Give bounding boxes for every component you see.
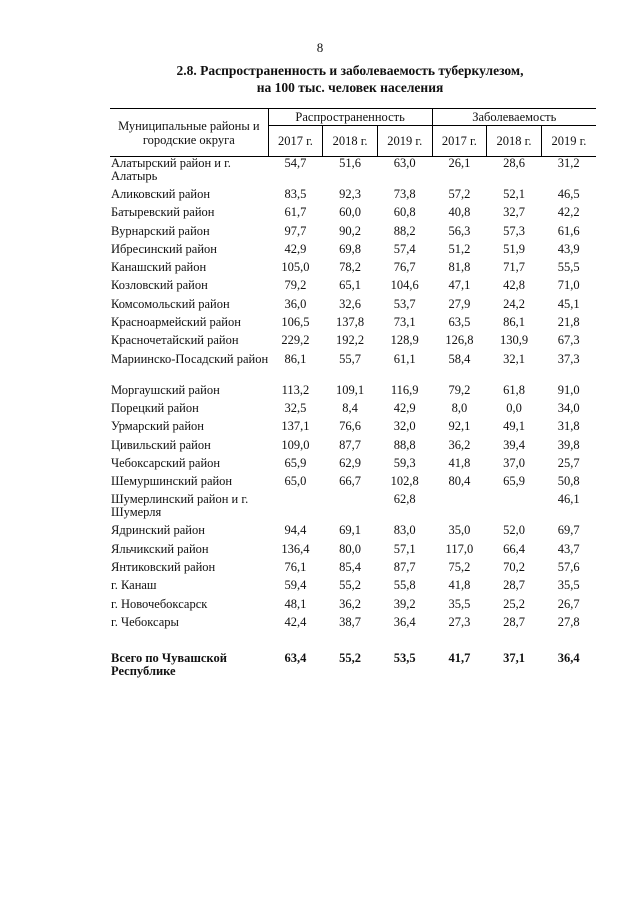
row-value: 25,7 — [557, 455, 580, 470]
row-value: 76,6 — [339, 419, 362, 434]
row-value: 71,0 — [557, 278, 580, 293]
row-name: Яльчикский район — [111, 541, 209, 556]
row-value — [268, 493, 323, 524]
table-row — [110, 579, 596, 597]
row-value: 45,1 — [557, 296, 580, 311]
table-body — [110, 157, 596, 687]
row-value: 80,4 — [448, 474, 471, 489]
table-row — [110, 475, 596, 493]
table-row — [110, 243, 596, 261]
row-value: 59,3 — [393, 455, 416, 470]
row-value: 97,7 — [284, 223, 307, 238]
header-year: 2018 г. — [323, 126, 378, 157]
row-name: Чебоксарский район — [111, 455, 221, 470]
row-name: Батыревский район — [111, 205, 215, 220]
row-value: 60,8 — [393, 205, 416, 220]
row-value: 38,7 — [339, 614, 362, 629]
header-incidence: Заболеваемость — [432, 109, 596, 126]
row-value: 136,4 — [281, 541, 310, 556]
row-value — [323, 493, 378, 524]
row-value: 35,5 — [557, 578, 580, 593]
row-value: 27,3 — [448, 614, 471, 629]
row-value: 62,8 — [393, 492, 416, 507]
total-value: 53,5 — [393, 651, 416, 666]
row-value: 59,4 — [284, 578, 307, 593]
row-name: Аликовский район — [111, 187, 211, 201]
row-value: 54,7 — [284, 156, 307, 170]
row-name: Красноармейский район — [111, 315, 241, 330]
row-value: 55,8 — [393, 578, 416, 593]
table-row — [110, 493, 596, 524]
table-row — [110, 420, 596, 438]
row-value: 55,2 — [339, 578, 362, 593]
row-value: 102,8 — [390, 474, 419, 489]
row-value: 87,7 — [339, 437, 362, 452]
row-value: 26,1 — [448, 156, 471, 170]
row-value: 52,1 — [503, 187, 525, 201]
row-value: 57,6 — [557, 560, 580, 575]
table-row — [110, 616, 596, 634]
title-line-2: на 100 тыс. человек населения — [256, 80, 444, 95]
row-name: Шумерлинский район и г. Шумерля — [111, 492, 249, 520]
row-name: Урмарский район — [111, 419, 204, 434]
row-value: 88,8 — [393, 437, 416, 452]
row-value: 76,7 — [393, 260, 416, 275]
table-row — [110, 353, 596, 384]
header-year: 2019 г. — [541, 126, 596, 157]
row-value: 32,5 — [284, 400, 307, 415]
row-value: 61,1 — [393, 351, 416, 366]
row-value: 94,4 — [284, 523, 307, 538]
table-row — [110, 316, 596, 334]
header-year: 2017 г. — [268, 126, 323, 157]
row-value: 53,7 — [393, 296, 416, 311]
row-value: 113,2 — [281, 382, 310, 397]
header-year: 2018 г. — [487, 126, 542, 157]
spacer-row — [110, 634, 596, 652]
row-value: 26,7 — [557, 596, 580, 611]
total-value: 55,2 — [339, 651, 362, 666]
row-value: 106,5 — [281, 315, 310, 330]
table-row — [110, 561, 596, 579]
row-name: Цивильский район — [111, 437, 211, 452]
table-row — [110, 188, 596, 206]
row-value: 109,1 — [336, 382, 365, 397]
total-value: 41,7 — [448, 651, 471, 666]
row-value: 42,4 — [284, 614, 307, 629]
row-value: 42,9 — [284, 241, 307, 256]
row-value: 57,3 — [503, 223, 525, 238]
table-row — [110, 206, 596, 224]
row-name: Красночетайский район — [111, 333, 239, 348]
row-value: 39,4 — [503, 437, 525, 452]
row-name: Козловский район — [111, 278, 208, 293]
table-title — [100, 62, 600, 96]
row-value: 61,6 — [557, 223, 580, 238]
row-value: 55,7 — [339, 351, 362, 366]
row-name: г. Чебоксары — [111, 614, 179, 629]
row-value: 63,0 — [393, 156, 416, 170]
row-value: 56,3 — [448, 223, 471, 238]
row-value: 116,9 — [390, 382, 419, 397]
row-value: 39,2 — [393, 596, 416, 611]
row-value: 21,8 — [557, 315, 580, 330]
row-value: 130,9 — [499, 333, 529, 348]
row-value: 40,8 — [448, 205, 471, 220]
row-value: 27,8 — [557, 614, 580, 629]
row-value: 57,4 — [393, 241, 416, 256]
row-value: 51,9 — [503, 241, 525, 256]
row-value: 28,7 — [503, 614, 525, 629]
row-value: 36,2 — [448, 437, 471, 452]
row-value: 76,1 — [284, 560, 307, 575]
total-value: 37,1 — [503, 651, 525, 666]
row-value: 104,6 — [390, 278, 419, 293]
row-value: 0,0 — [506, 400, 522, 415]
tuberculosis-table — [110, 108, 596, 686]
row-value: 78,2 — [339, 260, 362, 275]
row-value: 27,9 — [448, 296, 471, 311]
row-name: Канашский район — [111, 260, 207, 275]
row-value: 31,2 — [557, 156, 580, 170]
row-value: 88,2 — [393, 223, 416, 238]
row-value: 75,2 — [448, 560, 471, 575]
row-value: 63,5 — [448, 315, 471, 330]
table-row — [110, 598, 596, 616]
header-municipality: Муниципальные районы и городские округа — [110, 109, 268, 157]
table-row — [110, 334, 596, 352]
row-value: 192,2 — [336, 333, 365, 348]
row-value: 71,7 — [503, 260, 525, 275]
row-value: 52,0 — [503, 523, 525, 538]
row-value: 32,1 — [503, 351, 525, 366]
total-name: Всего по Чувашской Республике — [111, 651, 227, 679]
row-name: Комсомольский район — [111, 296, 230, 311]
row-value: 73,8 — [393, 187, 416, 201]
total-value: 63,4 — [284, 651, 307, 666]
row-value: 66,4 — [503, 541, 525, 556]
row-value: 137,1 — [281, 419, 310, 434]
row-value: 69,8 — [339, 241, 362, 256]
row-value: 55,5 — [557, 260, 580, 275]
row-value: 34,0 — [557, 400, 580, 415]
row-value — [487, 493, 542, 524]
header-year: 2019 г. — [377, 126, 432, 157]
row-value: 83,5 — [284, 187, 307, 201]
row-value: 90,2 — [339, 223, 362, 238]
table-row — [110, 225, 596, 243]
row-name: Мариинско-Посадский район — [111, 351, 269, 366]
row-value: 62,9 — [339, 455, 362, 470]
row-value: 47,1 — [448, 278, 471, 293]
row-value: 79,2 — [284, 278, 307, 293]
row-value: 51,2 — [448, 241, 471, 256]
row-value: 37,0 — [503, 455, 525, 470]
row-value: 61,8 — [503, 382, 525, 397]
table-row — [110, 457, 596, 475]
row-value: 36,2 — [339, 596, 362, 611]
row-value: 28,6 — [503, 156, 525, 170]
row-value: 43,7 — [557, 541, 580, 556]
row-value: 57,2 — [448, 187, 471, 201]
row-value: 32,0 — [393, 419, 416, 434]
row-value: 66,7 — [339, 474, 362, 489]
row-value: 46,5 — [557, 187, 580, 201]
row-value: 58,4 — [448, 351, 471, 366]
header-prevalence: Распространенность — [268, 109, 432, 126]
row-value: 105,0 — [281, 260, 310, 275]
row-value: 8,4 — [342, 400, 358, 415]
row-value: 31,8 — [557, 419, 580, 434]
row-value: 92,1 — [448, 419, 471, 434]
table-row — [110, 524, 596, 542]
row-value — [432, 493, 487, 524]
row-value: 126,8 — [445, 333, 474, 348]
row-value: 49,1 — [503, 419, 525, 434]
row-value: 69,7 — [557, 523, 580, 538]
row-value: 91,0 — [557, 382, 580, 397]
row-value: 42,9 — [393, 400, 416, 415]
row-value: 65,9 — [503, 474, 525, 489]
row-value: 41,8 — [448, 578, 471, 593]
row-value: 35,0 — [448, 523, 471, 538]
row-value: 86,1 — [284, 351, 307, 366]
row-name: г. Новочебоксарск — [111, 596, 208, 611]
row-value: 85,4 — [339, 560, 362, 575]
row-value: 28,7 — [503, 578, 525, 593]
row-value: 51,6 — [339, 156, 362, 170]
row-value: 65,9 — [284, 455, 307, 470]
title-line-1: 2.8. Распространенность и заболеваемость туберкулезом, — [176, 63, 524, 78]
table-row — [110, 157, 596, 189]
row-value: 128,9 — [390, 333, 419, 348]
row-value: 65,0 — [284, 474, 307, 489]
row-value: 65,1 — [339, 278, 362, 293]
row-value: 60,0 — [339, 205, 362, 220]
row-value: 70,2 — [503, 560, 525, 575]
row-value: 81,8 — [448, 260, 471, 275]
row-value: 83,0 — [393, 523, 416, 538]
row-value: 46,1 — [557, 492, 580, 507]
row-value: 32,6 — [339, 296, 362, 311]
row-value: 36,0 — [284, 296, 307, 311]
row-value: 35,5 — [448, 596, 471, 611]
row-value: 61,7 — [284, 205, 307, 220]
row-value: 32,7 — [503, 205, 525, 220]
row-value: 41,8 — [448, 455, 471, 470]
header-year: 2017 г. — [432, 126, 487, 157]
row-value: 42,2 — [557, 205, 580, 220]
row-name: Ибресинский район — [111, 241, 217, 256]
row-name: г. Канаш — [111, 578, 157, 593]
table-row — [110, 402, 596, 420]
row-name: Порецкий район — [111, 400, 199, 415]
row-value: 137,8 — [336, 315, 365, 330]
row-value: 50,8 — [557, 474, 580, 489]
row-value: 48,1 — [284, 596, 307, 611]
row-name: Ядринский район — [111, 523, 205, 538]
table-row — [110, 261, 596, 279]
row-value: 57,1 — [393, 541, 416, 556]
row-value: 42,8 — [503, 278, 525, 293]
row-name: Алатырский район и г. Алатырь — [111, 156, 231, 183]
table-row — [110, 384, 596, 402]
table-row — [110, 439, 596, 457]
table-row — [110, 279, 596, 297]
row-name: Шемуршинский район — [111, 474, 233, 489]
row-name: Моргаушский район — [111, 382, 220, 397]
total-value: 36,4 — [557, 651, 580, 666]
row-value: 37,3 — [557, 351, 580, 366]
row-value: 86,1 — [503, 315, 525, 330]
row-value: 67,3 — [557, 333, 580, 348]
row-value: 109,0 — [281, 437, 310, 452]
row-value: 36,4 — [393, 614, 416, 629]
row-name: Янтиковский район — [111, 560, 216, 575]
row-value: 229,2 — [281, 333, 310, 348]
row-value: 69,1 — [339, 523, 362, 538]
row-value: 92,3 — [339, 187, 362, 201]
row-value: 25,2 — [503, 596, 525, 611]
row-value: 24,2 — [503, 296, 525, 311]
row-value: 39,8 — [557, 437, 580, 452]
row-value: 43,9 — [557, 241, 580, 256]
total-row — [110, 652, 596, 686]
table-row — [110, 298, 596, 316]
row-value: 8,0 — [451, 400, 468, 415]
row-value: 79,2 — [448, 382, 471, 397]
table-row — [110, 543, 596, 561]
row-value: 87,7 — [393, 560, 416, 575]
row-value: 117,0 — [445, 541, 474, 556]
row-value: 80,0 — [339, 541, 362, 556]
page-number: 8 — [316, 40, 324, 55]
row-value: 73,1 — [393, 315, 416, 330]
row-name: Вурнарский район — [111, 223, 210, 238]
